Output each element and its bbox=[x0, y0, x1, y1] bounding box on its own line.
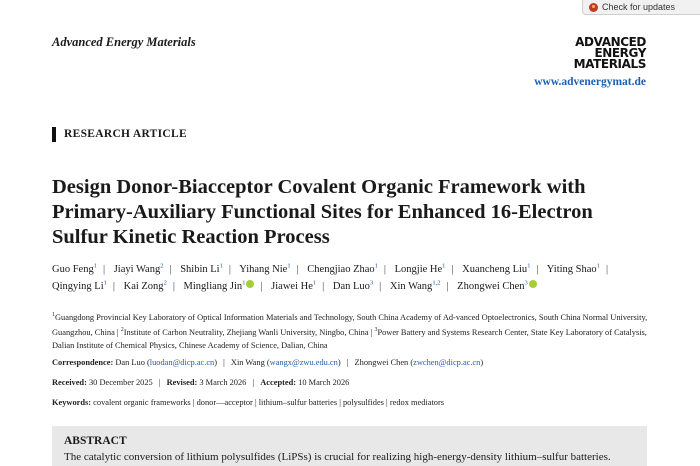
affiliation-sup: 1 bbox=[52, 312, 55, 318]
author bbox=[114, 264, 164, 275]
author-affiliation-sup: 3 bbox=[524, 279, 528, 287]
crossmark-icon bbox=[589, 3, 598, 12]
author-affiliation-sup: 2 bbox=[160, 262, 164, 269]
affiliations: $^1$Guangdong Provincial Key Laboratory of Optical Information Materials and Technology, South China Academy of Ad-vanced Optoelectronics, South China Normal University, Guangzhou, China | $^2$Institute of Carbon Neutrality, Zhejiang Wanli University, Ningbo, China | $^3$Power Battery and Systems Research Center, State Key Laboratory of Catalysis, Dalian Institute of Chemical Physics, Chinese Academy of Science, Dalian, China bbox=[52, 312, 648, 350]
article-title: Design Donor-Biacceptor Covalent Organic Framework with Primary-Auxiliary Functional Sites for Enhanced 16-Electron Sulfur Kinetic Reaction Process bbox=[52, 176, 593, 248]
correspondence-name: Zhongwei Chen bbox=[354, 358, 409, 367]
author-name: Jiawei He bbox=[271, 281, 313, 292]
accepted-label: Accepted: bbox=[260, 378, 297, 387]
author-name: Mingliang Jin bbox=[183, 281, 243, 292]
author bbox=[307, 264, 378, 275]
keywords-label: Keywords: bbox=[52, 398, 92, 407]
author bbox=[390, 281, 441, 292]
author bbox=[395, 264, 446, 275]
abstract-text: The catalytic conversion of lithium polysulfides (LiPSs) is crucial for realizing high-energy-density lithium–sulfur batteries. bbox=[64, 451, 611, 463]
keyword: redox mediators bbox=[389, 398, 445, 407]
author-name: Xin Wang bbox=[389, 281, 433, 292]
author-name: Zhongwei Chen bbox=[457, 281, 525, 292]
keyword: polysulfides bbox=[342, 398, 384, 407]
email-link[interactable]: luodan@dicp.ac.cn bbox=[149, 358, 215, 367]
author-affiliation-sup: 1 bbox=[93, 262, 97, 269]
author-name: Yihang Nie bbox=[239, 263, 288, 275]
author bbox=[457, 281, 537, 292]
author bbox=[333, 281, 373, 292]
author bbox=[547, 264, 600, 275]
author-affiliation-sup: 1 bbox=[596, 262, 600, 269]
author-affiliation-sup: 1 bbox=[527, 262, 531, 269]
revised-label: Revised: bbox=[166, 378, 198, 387]
keyword: lithium–sulfur batteries bbox=[258, 398, 338, 407]
author-name: Longjie He bbox=[394, 263, 443, 275]
correspondence-label: Correspondence: bbox=[52, 358, 114, 367]
author bbox=[239, 264, 290, 275]
article-type: RESEARCH ARTICLE bbox=[64, 128, 187, 140]
keywords-line: Keywords: covalent organic frameworks | donor—acceptor | lithium–sulfur batteries | polysulfides | redox mediators bbox=[52, 398, 445, 407]
accepted-date: 10 March 2026 bbox=[298, 378, 350, 387]
logo-line: MATERIALS bbox=[573, 57, 646, 71]
email-link[interactable]: zwchen@dicp.ac.cn bbox=[413, 358, 481, 367]
logo-line: ENERGY bbox=[594, 46, 646, 60]
author-affiliation-sup: 1 bbox=[442, 262, 446, 269]
correspondence-name: Xin Wang bbox=[230, 358, 265, 367]
affiliation-text: Institute of Carbon Neutrality, Zhejiang Wanli University, Ningbo, China bbox=[123, 327, 369, 337]
author-name: Xuancheng Liu bbox=[462, 263, 528, 275]
check-for-updates-button[interactable] bbox=[582, 0, 700, 15]
article-type-bar bbox=[52, 127, 56, 142]
author-affiliation-sup: 1,2 bbox=[432, 279, 441, 287]
author-affiliation-sup: 2 bbox=[163, 279, 167, 287]
check-for-updates-label: Check for updates bbox=[602, 2, 676, 12]
author bbox=[124, 281, 167, 292]
email-link[interactable]: wangx@zwu.edu.cn bbox=[269, 358, 338, 367]
dates-line: Received: 30 December 2025 | Revised: 3 March 2026 | Accepted: 10 March 2026 bbox=[52, 378, 350, 387]
affiliation-text: Power Battery and Systems Research Center, State Key Laboratory of Catalysis, Dalian Institute of Chemical Physics, Chinese Academy of Science, Dalian, China bbox=[52, 327, 647, 350]
author-name: Qingying Li bbox=[52, 281, 104, 292]
correspondence-line: Correspondence: Dan Luo (luodan@dicp.ac.cn) | Xin Wang (wangx@zwu.edu.cn) | Zhongwei Chen (zwchen@dicp.ac.cn) bbox=[52, 358, 484, 367]
author-name: Jiayi Wang bbox=[113, 263, 161, 275]
author-affiliation-sup: 1 bbox=[219, 262, 223, 269]
author-name: Yiting Shao bbox=[546, 263, 597, 275]
abstract-heading: ABSTRACT bbox=[64, 435, 127, 447]
author bbox=[180, 264, 223, 275]
author bbox=[52, 264, 97, 275]
received-label: Received: bbox=[52, 378, 87, 387]
author-name: Chengjiao Zhao bbox=[307, 263, 375, 275]
journal-logo bbox=[562, 37, 646, 70]
author bbox=[271, 281, 316, 292]
revised-date: 3 March 2026 bbox=[199, 378, 247, 387]
affiliation-sup: 3 bbox=[374, 326, 378, 333]
journal-name: Advanced Energy Materials bbox=[52, 35, 196, 49]
correspondence-name: Dan Luo bbox=[115, 358, 145, 367]
author bbox=[184, 281, 255, 292]
affiliation-text: Guangdong Provincial Key Laboratory of Optical Information Materials and Technology, South China Academy of Ad-vanced Optoelectronics, South China Normal University, Guangzhou, China bbox=[52, 312, 648, 337]
keyword: covalent organic frameworks bbox=[93, 398, 191, 407]
author-name: Dan Luo bbox=[332, 281, 370, 292]
orcid-icon[interactable] bbox=[529, 280, 537, 288]
author-name: Shibin Li bbox=[180, 263, 220, 275]
author-affiliation-sup: 1 bbox=[242, 279, 246, 287]
affiliation-sup: 2 bbox=[120, 326, 124, 333]
keyword: donor—acceptor bbox=[196, 398, 253, 407]
author-name: Guo Feng bbox=[52, 263, 94, 275]
author-affiliation-sup: 1 bbox=[312, 279, 317, 287]
author-affiliation-sup: 3 bbox=[369, 279, 374, 287]
author bbox=[462, 264, 530, 275]
orcid-icon[interactable] bbox=[246, 280, 254, 288]
journal-website-link[interactable]: www.advenergymat.de bbox=[534, 76, 646, 88]
author-name: Kai Zong bbox=[123, 281, 164, 292]
author-affiliation-sup: 1 bbox=[374, 262, 378, 269]
author-affiliation-sup: 1 bbox=[287, 262, 291, 269]
author-list: Guo Feng$^1$ | Jiayi Wang$^2$ | Shibin Li$^1$ | Yihang Nie$^1$ | Chengjiao Zhao$^1$ | Longjie He$^1$ | Xuancheng Liu$^1$ | Yiting Shao$^1$ | Qingying Li$^1$ | Kai Zong$^2$ | Mingliang Jin$^1$ | Jiawei He$^1$ | Dan Luo$^3$ | Xin Wang$^{1,2}$ | Zhongwei Chen$^3$ bbox=[52, 262, 609, 292]
abstract-box bbox=[52, 426, 647, 466]
logo-line: ADVANCED bbox=[575, 35, 646, 49]
received-date: 30 December 2025 bbox=[88, 378, 153, 387]
author bbox=[52, 281, 107, 292]
author-affiliation-sup: 1 bbox=[103, 279, 107, 287]
